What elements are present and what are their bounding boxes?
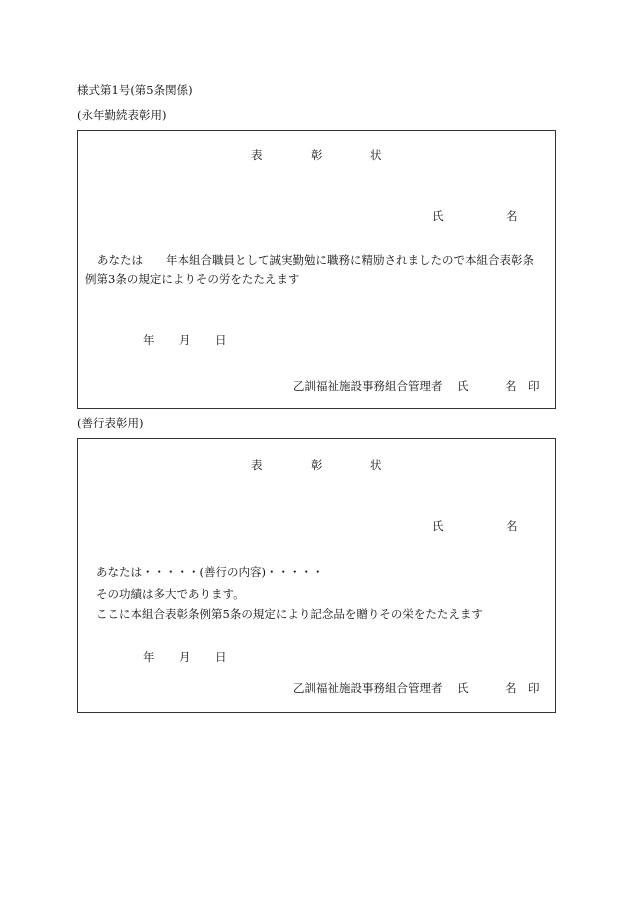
- date-day-label: 日: [215, 650, 227, 664]
- certificate-title-char: 状: [370, 148, 382, 162]
- certificate-body-line: ここに本組合表彰条例第5条の規定により記念品を贈りその栄をたたえます: [96, 607, 483, 621]
- certificate-body-line: その功績は多大であります。: [96, 587, 245, 601]
- section-label-good-conduct: (善行表彰用): [77, 416, 144, 430]
- certificate-title-char: 表: [251, 458, 263, 472]
- date-day-label: 日: [215, 333, 227, 347]
- signer-name-label: 名: [505, 379, 517, 393]
- certificate-body-line: 例第3条の規定によりその労をたたえます: [85, 272, 300, 286]
- date-year-label: 年: [143, 333, 155, 347]
- certificate-title-char: 彰: [311, 458, 323, 472]
- signer-name-label: 名: [505, 681, 517, 695]
- recipient-name-label: 名: [506, 519, 518, 533]
- form-number: 様式第1号(第5条関係): [77, 83, 193, 97]
- date-year-label: 年: [143, 650, 155, 664]
- signer-name-label: 氏: [457, 379, 469, 393]
- certificate-body-line: あなたは・・・・・(善行の内容)・・・・・: [96, 565, 324, 579]
- recipient-name-label: 氏: [432, 519, 444, 533]
- recipient-name-label: 名: [506, 209, 518, 223]
- certificate-title-char: 状: [370, 458, 382, 472]
- certificate-box-long-service: [77, 130, 556, 409]
- seal-mark: 印: [528, 379, 540, 393]
- date-month-label: 月: [179, 650, 191, 664]
- recipient-name-label: 氏: [432, 209, 444, 223]
- date-month-label: 月: [179, 333, 191, 347]
- certificate-title-char: 表: [251, 148, 263, 162]
- certificate-body-line: あなたは 年本組合職員として誠実勤勉に職務に精励されましたので本組合表彰条: [97, 253, 534, 267]
- signer-name-label: 氏: [457, 681, 469, 695]
- certificate-box-good-conduct: [77, 438, 556, 713]
- seal-mark: 印: [528, 681, 540, 695]
- signer-title: 乙訓福祉施設事務組合管理者: [293, 681, 443, 695]
- certificate-title-char: 彰: [311, 148, 323, 162]
- signer-title: 乙訓福祉施設事務組合管理者: [293, 379, 443, 393]
- section-label-long-service: (永年勤続表彰用): [77, 108, 167, 122]
